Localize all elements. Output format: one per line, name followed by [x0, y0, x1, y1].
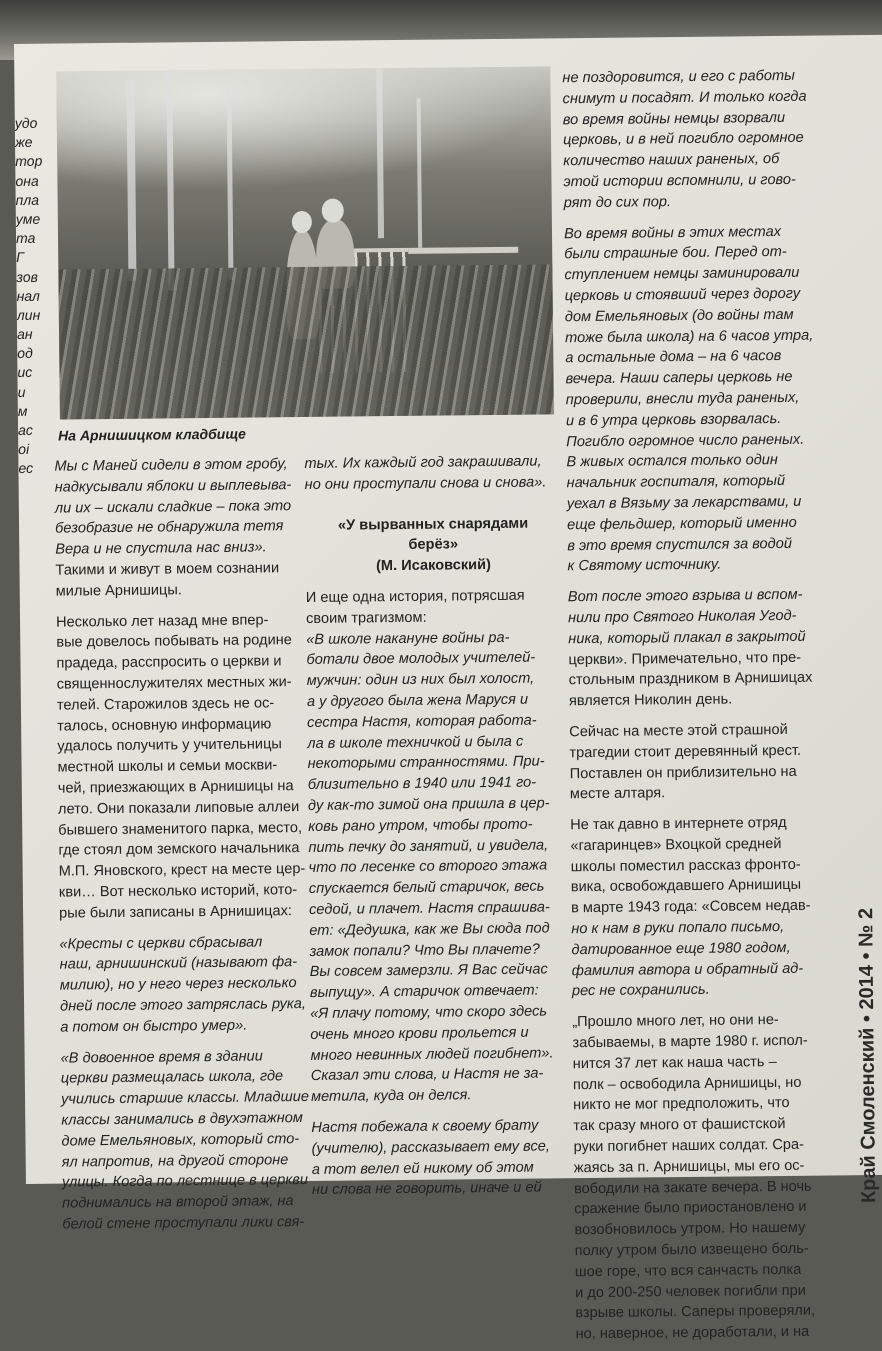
text-line: Мы с Маней сидели в этом гробу, [54, 456, 288, 475]
text-line: «гагаринцев» Вхоцкой средней [570, 835, 782, 855]
text-line: уехал в Вязьму за лекарствами, и [566, 493, 802, 513]
fragment-line: уме [15, 210, 41, 227]
text-line: вечера. Наши саперы церковь не [565, 369, 793, 388]
fragment-line: Г [16, 249, 24, 266]
text-line: Несколько лет назад мне впер- [55, 611, 269, 631]
text-line: количество наших раненых, об [563, 151, 780, 170]
text-line: Сейчас на месте этой страшной [569, 721, 788, 741]
text-line: нили про Святого Николая Угод- [567, 607, 797, 627]
grave-fence-rail [408, 247, 518, 254]
text-line: руки погибнет наших солдат. Сра- [573, 1136, 805, 1156]
text-line: некоторыми странностями. При- [307, 753, 545, 773]
text-line: снимут и посадят. И только когда [562, 88, 807, 108]
text-line: милию), но у него через несколько [59, 975, 297, 994]
text-line: В живых остался только один [566, 452, 778, 471]
text-line: лето. Они показали липовые аллеи [57, 798, 300, 818]
section-heading: берёз» [408, 536, 459, 554]
text-line: спускается белый старичок, весь [308, 878, 545, 898]
text-line: выпущу». А старичок отвечает: [309, 982, 539, 1002]
text-line: и до 200-250 человек погибли при [575, 1282, 806, 1301]
text-line: полку утром было извещено боль- [574, 1240, 809, 1260]
section-heading: (М. Исаковский) [375, 557, 492, 575]
text-line: (учителю), рассказывает ему все, [311, 1138, 550, 1157]
fragment-line: ан [16, 325, 33, 343]
text-line: «В довоенное время в здании [60, 1047, 263, 1067]
text-line: месте алтаря. [569, 785, 666, 803]
text-line: ботали двое молодых учителей- [306, 649, 536, 669]
cemetery-photo [56, 66, 554, 419]
text-line: где стоял дом земского начальника [58, 840, 300, 859]
text-line: рес не сохранились. [571, 982, 710, 1000]
fragment-line: од [17, 345, 33, 362]
text-line: близительно в 1940 или 1941 го- [307, 774, 537, 794]
text-line: не поздоровится, и его с работы [562, 67, 795, 87]
fragment-line: пла [15, 191, 40, 208]
text-line: ду как-то зимой она пришла в цер- [307, 795, 550, 814]
text-line: школы поместил рассказ фронто- [570, 856, 801, 875]
text-line: вые довелось побывать на родине [56, 632, 292, 651]
text-line: метила, куда он делся. [310, 1087, 472, 1106]
text-line: рят до сих пор. [563, 193, 672, 212]
text-line: сестра Настя, которая работа- [307, 712, 537, 731]
text-column-1 [54, 454, 314, 1235]
text-line: а тот велел ей никому об этом [311, 1159, 534, 1178]
text-line: удалось получить у учительницы [57, 736, 282, 755]
text-line: тоже была школа) на 6 часов утра, [565, 327, 814, 346]
text-line: мужчин: один из них был холост, [306, 670, 535, 690]
text-line: ла в школе техничкой и была с [307, 733, 524, 752]
text-line: Такими и живут в моем сознании [55, 560, 280, 579]
text-line: жаясь за п. Арнишицы, мы его ос- [573, 1157, 805, 1177]
text-line: Вот после этого взрыва и вспом- [567, 586, 803, 606]
text-line: Вы совсем замерзли. Я Вас сейчас [309, 961, 548, 981]
text-line: М.П. Яновского, крест на месте цер- [58, 861, 306, 880]
text-line: во время войны немцы взорвали [562, 109, 786, 128]
fragment-line: нал [16, 287, 40, 304]
text-line: сражение было приостановлено и [574, 1199, 807, 1218]
text-line: „Прошло много лет, но они не- [572, 1012, 779, 1031]
previous-column-fragment [15, 114, 51, 504]
text-line: пить печку до занятий, и увидела, [308, 836, 549, 856]
fragment-line: оі [18, 441, 30, 458]
section-heading: «У вырванных снарядами [337, 515, 529, 534]
text-line: милые Арнишицы. [55, 582, 182, 600]
text-line: ника, который плакал в закрытой [568, 628, 806, 647]
person-head [292, 211, 312, 233]
text-line: белой стене проступали лики свя- [62, 1213, 305, 1233]
text-line: а у другого была жена Маруся и [306, 691, 529, 710]
text-line: нится 37 лет как наша часть – [572, 1053, 777, 1073]
text-line: Поставлен он приблизительно на [569, 763, 797, 782]
text-line: проверили, внесли туда раненых, [565, 389, 800, 409]
text-line: и в 6 утра церковь взорвалась. [565, 410, 782, 429]
person-head [322, 199, 344, 223]
newspaper-page [14, 35, 882, 1343]
text-column-3 [562, 66, 835, 1346]
text-line: поднимались на второй этаж, на [62, 1193, 294, 1212]
text-line: датированное еще 1980 годом, [571, 939, 791, 959]
text-line: тых. Их каждый год закрашивали, [304, 453, 542, 472]
fragment-line: ис [17, 364, 33, 381]
text-line: к Святому источнику. [567, 556, 722, 575]
fragment-line: м [17, 402, 28, 419]
photo-caption: На Арнишицком кладбище [58, 425, 246, 444]
text-line: рые были записаны в Арнишицах: [59, 902, 292, 922]
text-line: трагедии стоит деревянный крест. [569, 742, 802, 761]
text-line: прадеда, расспросить о церкви и [56, 653, 282, 672]
text-line: Во время войны в этих местах [563, 223, 782, 242]
text-line: но к нам в руки попало письмо, [571, 919, 785, 938]
text-line: Погибло огромное число раненых. [566, 431, 805, 450]
text-line: шое горе, что вся санчасть полка [574, 1261, 802, 1281]
text-line: ял напротив, на другой стороне [61, 1151, 289, 1171]
text-line: забываемы, в марте 1980 г. испол- [572, 1032, 808, 1052]
text-line: возобновилось утром. Но нашему [574, 1220, 806, 1239]
fragment-line: и [17, 383, 26, 400]
text-line: фамилия автора и обратный ад- [571, 960, 804, 979]
text-line: безобразие не обнаружила тетя [54, 518, 284, 537]
text-line: Сказал эти слова, и Настя не за- [310, 1065, 544, 1085]
fragment-line: та [15, 229, 36, 247]
text-line: священнослужителях местных жи- [56, 674, 292, 693]
text-line: никто не мог предположить, что [573, 1095, 790, 1114]
text-line: местной школы и семьи москви- [57, 757, 278, 776]
text-line: ковь рано утром, чтобы прото- [308, 816, 533, 835]
text-line: «Кресты с церкви сбрасывал [59, 933, 263, 953]
text-line: но они проступали снова и снова». [304, 474, 547, 493]
text-line: является Николин день. [568, 691, 733, 710]
text-line: церкви размещалась школа, где [60, 1068, 284, 1087]
text-line: учились старшие классы. Младшие [60, 1089, 309, 1108]
text-line: ет: «Дедушка, как же Вы сюда под [309, 920, 550, 939]
text-line: стольным праздником в Арнишицах [568, 669, 813, 689]
text-line: были страшные бои. Перед от- [564, 244, 787, 263]
fragment-line: зов [16, 268, 38, 285]
text-line: Не так давно в интернете отряд [570, 815, 787, 834]
text-line: а потом он быстро умер». [60, 1017, 248, 1036]
fragment-line: удо [14, 114, 38, 131]
text-line: церковь и стоявший через дорогу [564, 285, 801, 305]
text-line: бывшего знаменитого парка, место, [58, 819, 303, 839]
text-line: классы занимались в двухэтажном [61, 1109, 303, 1129]
text-line: «Я плачу потому, что скоро здесь [310, 1003, 548, 1022]
fragment-line: она [15, 172, 39, 189]
text-line: что по лесенке со второго этажа [308, 857, 548, 877]
text-line: Вера и не спустила нас вниз». [55, 539, 267, 558]
text-line: ступлением немцы заминировали [564, 264, 800, 284]
text-line: очень много крови прольется и [310, 1024, 529, 1043]
text-line: полк – освободила Арнишицы, но [572, 1074, 802, 1093]
text-line: вика, освобождавшего Арнишицы [570, 877, 802, 896]
text-line: талось, основную информацию [57, 715, 272, 735]
text-line: начальник госпиталя, который [566, 473, 786, 492]
text-column-2 [304, 451, 568, 1201]
text-line: так сразу много от фашистской [573, 1116, 786, 1135]
text-line: наш, арнишинский (называют фа- [59, 954, 298, 973]
text-line: вободили на закате вечера. В ночь [573, 1178, 812, 1197]
fragment-line: же [14, 134, 33, 151]
fragment-line: ас [17, 421, 33, 438]
text-line: в марте 1943 года: «Совсем недав- [570, 897, 811, 917]
text-line: «В школе накануне войны ра- [306, 629, 510, 648]
text-line: замок попали? Что Вы плачете? [309, 941, 540, 960]
text-line: много невинных людей погибнет». [310, 1044, 554, 1064]
text-line: И еще одна история, потрясшая [305, 587, 525, 606]
text-line: а остальные дома – на 6 часов [565, 348, 782, 367]
text-line: дом Емельяновых (до войны там [564, 306, 794, 326]
text-line: дней после этого затряслась рука, [59, 995, 307, 1015]
text-line: ни слова не говорить, иначе и ей [311, 1179, 542, 1199]
text-line: взрыве школы. Саперы проверяли, [575, 1303, 816, 1322]
text-line: надкусывали яблоки и выплевыва- [54, 476, 292, 496]
fragment-line: тор [15, 153, 43, 170]
text-line: этой истории вспомнили, и гово- [563, 171, 796, 191]
text-line: телей. Старожилов здесь не ос- [56, 695, 275, 714]
text-line: еще фельдшер, который именно [566, 514, 797, 533]
text-line: улицы. Когда по лестнице в церкви [61, 1172, 309, 1191]
text-line: Настя побежала к своему брату [311, 1117, 539, 1136]
text-line: церковь, и в ней погибло огромное [562, 130, 804, 149]
text-line: кви… Вот несколько историй, кото- [58, 882, 298, 901]
text-line: седой, и плачет. Настя спрашива- [308, 899, 550, 918]
text-line: своим трагизмом: [305, 609, 427, 627]
text-line: в это время спустился за водой [567, 535, 792, 554]
fragment-line: ес [18, 460, 34, 477]
text-line: церкви». Примечательно, что пре- [568, 649, 802, 668]
text-line: но, наверное, не доработали, и на [575, 1323, 810, 1343]
text-line: чей, приезжающих в Арнишицы на [57, 778, 294, 797]
publication-footer: Край Смоленский • 2014 • № 2 [855, 907, 881, 1204]
text-line: ли их – искали сладкие – пока это [54, 497, 292, 517]
photo-grass [58, 264, 554, 419]
text-line: доме Емельяновых, который сто- [61, 1130, 300, 1150]
fragment-line: лин [16, 306, 41, 323]
